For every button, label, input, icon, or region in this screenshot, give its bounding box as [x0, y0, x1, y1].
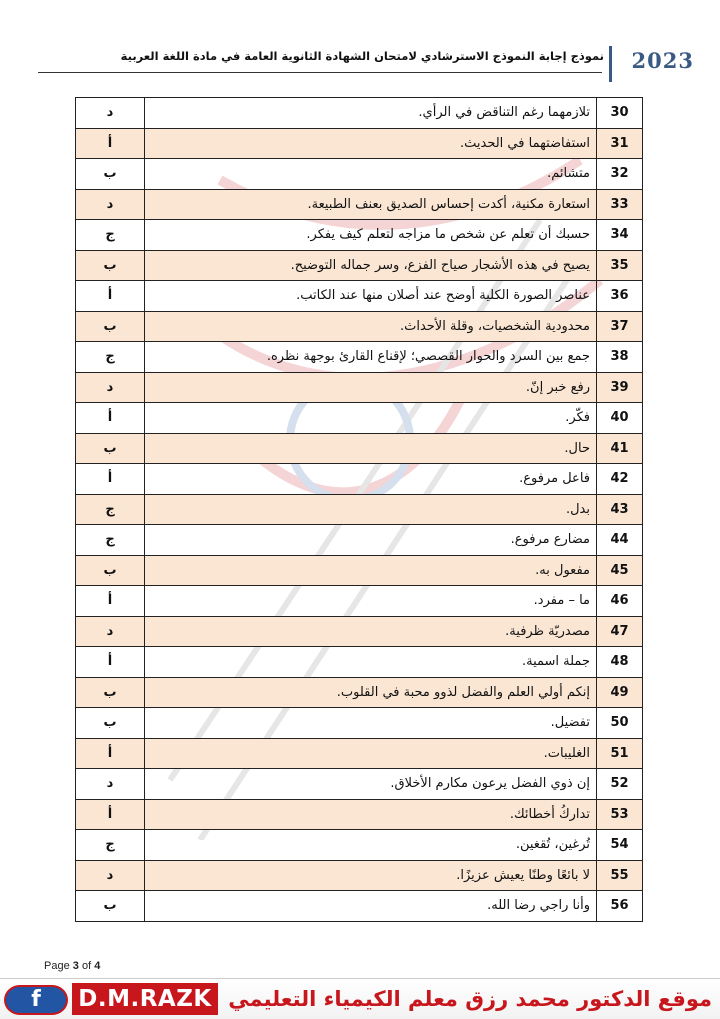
question-number: 37 — [597, 311, 643, 342]
question-text: حسبك أن تعلم عن شخص ما مزاجه لتعلم كيف يفكر. — [145, 220, 597, 251]
question-text: رفع خبر إنّ. — [145, 372, 597, 403]
question-text: تداركُ أخطائك. — [145, 799, 597, 830]
answer-row — [76, 891, 643, 922]
answer-choice: د — [76, 98, 145, 129]
question-number: 46 — [597, 586, 643, 617]
answer-choice: أ — [76, 586, 145, 617]
answer-row — [76, 860, 643, 891]
answer-row — [76, 616, 643, 647]
answer-row — [76, 220, 643, 251]
question-text: ما – مفرد. — [145, 586, 597, 617]
answer-choice: ج — [76, 494, 145, 525]
question-text: وأنا راجي رضا الله. — [145, 891, 597, 922]
question-text: تلازمهما رغم التناقض في الرأي. — [145, 98, 597, 129]
question-number: 42 — [597, 464, 643, 495]
brand-logo-text: D.M.RAZK — [72, 983, 218, 1015]
question-number: 53 — [597, 799, 643, 830]
answer-choice: د — [76, 769, 145, 800]
answer-choice: أ — [76, 403, 145, 434]
question-text: لا بائعًا وطنًا يعيش عزيزًا. — [145, 860, 597, 891]
question-number: 41 — [597, 433, 643, 464]
answer-row — [76, 128, 643, 159]
question-text: مصدريّة ظرفية. — [145, 616, 597, 647]
answer-choice: د — [76, 860, 145, 891]
question-text: عناصر الصورة الكلية أوضح عند أصلان منها عند الكاتب. — [145, 281, 597, 312]
question-number: 44 — [597, 525, 643, 556]
answer-choice: ب — [76, 708, 145, 739]
answer-choice: ب — [76, 555, 145, 586]
question-text: استفاضتهما في الحديث. — [145, 128, 597, 159]
question-number: 51 — [597, 738, 643, 769]
page-header — [20, 40, 700, 84]
answer-row — [76, 525, 643, 556]
answer-choice: أ — [76, 464, 145, 495]
question-number: 32 — [597, 159, 643, 190]
question-number: 43 — [597, 494, 643, 525]
question-number: 55 — [597, 860, 643, 891]
question-text: جمع بين السرد والحوار القصصي؛ لإقناع القارئ بوجهة نظره. — [145, 342, 597, 373]
answer-choice: ج — [76, 830, 145, 861]
answer-choice: ب — [76, 891, 145, 922]
answer-row — [76, 586, 643, 617]
question-number: 45 — [597, 555, 643, 586]
question-number: 30 — [597, 98, 643, 129]
question-text: جملة اسمية. — [145, 647, 597, 678]
question-number: 49 — [597, 677, 643, 708]
question-text: إنكم أولي العلم والفضل لذوو محبة في القلوب. — [145, 677, 597, 708]
answer-row — [76, 342, 643, 373]
answer-choice: د — [76, 189, 145, 220]
footer-banner — [0, 978, 720, 1019]
answer-row — [76, 159, 643, 190]
answer-row — [76, 372, 643, 403]
question-text: متشائم. — [145, 159, 597, 190]
answer-choice: أ — [76, 128, 145, 159]
question-text: محدودية الشخصيات، وقلة الأحداث. — [145, 311, 597, 342]
answer-choice: ج — [76, 342, 145, 373]
question-number: 36 — [597, 281, 643, 312]
question-text: مفعول به. — [145, 555, 597, 586]
answer-row — [76, 98, 643, 129]
question-number: 56 — [597, 891, 643, 922]
answer-row — [76, 311, 643, 342]
question-text: تُرغين، تُقغين. — [145, 830, 597, 861]
question-number: 40 — [597, 403, 643, 434]
answer-row — [76, 189, 643, 220]
facebook-icon[interactable]: f — [4, 985, 68, 1015]
answer-row — [76, 647, 643, 678]
question-number: 54 — [597, 830, 643, 861]
question-text: تفضيل. — [145, 708, 597, 739]
question-number: 38 — [597, 342, 643, 373]
question-number: 35 — [597, 250, 643, 281]
header-divider — [609, 46, 612, 82]
answer-choice: ج — [76, 525, 145, 556]
answer-table — [75, 97, 643, 922]
question-number: 48 — [597, 647, 643, 678]
answer-row — [76, 677, 643, 708]
question-number: 33 — [597, 189, 643, 220]
answer-row — [76, 769, 643, 800]
question-number: 39 — [597, 372, 643, 403]
page-number: Page 3 of 4 — [44, 960, 101, 972]
question-text: يصيح في هذه الأشجار صياح الفزع، وسر جماله التوضيح. — [145, 250, 597, 281]
answer-row — [76, 738, 643, 769]
header-underline — [38, 72, 602, 73]
answer-choice: ج — [76, 220, 145, 251]
answer-choice: ب — [76, 250, 145, 281]
answer-row — [76, 281, 643, 312]
answer-row — [76, 494, 643, 525]
answer-choice: أ — [76, 799, 145, 830]
answer-row — [76, 799, 643, 830]
question-text: مضارع مرفوع. — [145, 525, 597, 556]
answer-row — [76, 250, 643, 281]
exam-year: 2023 — [631, 48, 694, 73]
question-text: فكّر. — [145, 403, 597, 434]
question-text: حال. — [145, 433, 597, 464]
header-title: نموذج إجابة النموذج الاسترشادي لامتحان الشهادة الثانوية العامة في مادة اللغة العربية — [120, 49, 604, 63]
answer-choice: أ — [76, 281, 145, 312]
answer-choice: ب — [76, 433, 145, 464]
question-text: إن ذوي الفضل يرعون مكارم الأخلاق. — [145, 769, 597, 800]
answer-row — [76, 830, 643, 861]
site-title: موقع الدكتور محمد رزق معلم الكيمياء التعليمي — [228, 987, 712, 1011]
answer-choice: أ — [76, 738, 145, 769]
question-text: فاعل مرفوع. — [145, 464, 597, 495]
question-number: 52 — [597, 769, 643, 800]
answer-row — [76, 555, 643, 586]
answer-choice: ب — [76, 677, 145, 708]
question-number: 50 — [597, 708, 643, 739]
answer-choice: د — [76, 372, 145, 403]
question-text: استعارة مكنية، أكدت إحساس الصديق بعنف الطبيعة. — [145, 189, 597, 220]
answer-choice: د — [76, 616, 145, 647]
answer-row — [76, 433, 643, 464]
question-number: 34 — [597, 220, 643, 251]
answer-choice: ب — [76, 311, 145, 342]
answer-choice: ب — [76, 159, 145, 190]
question-number: 31 — [597, 128, 643, 159]
question-number: 47 — [597, 616, 643, 647]
question-text: بدل. — [145, 494, 597, 525]
answer-row — [76, 403, 643, 434]
question-text: الغليبات. — [145, 738, 597, 769]
answer-choice: أ — [76, 647, 145, 678]
answer-row — [76, 464, 643, 495]
answer-row — [76, 708, 643, 739]
